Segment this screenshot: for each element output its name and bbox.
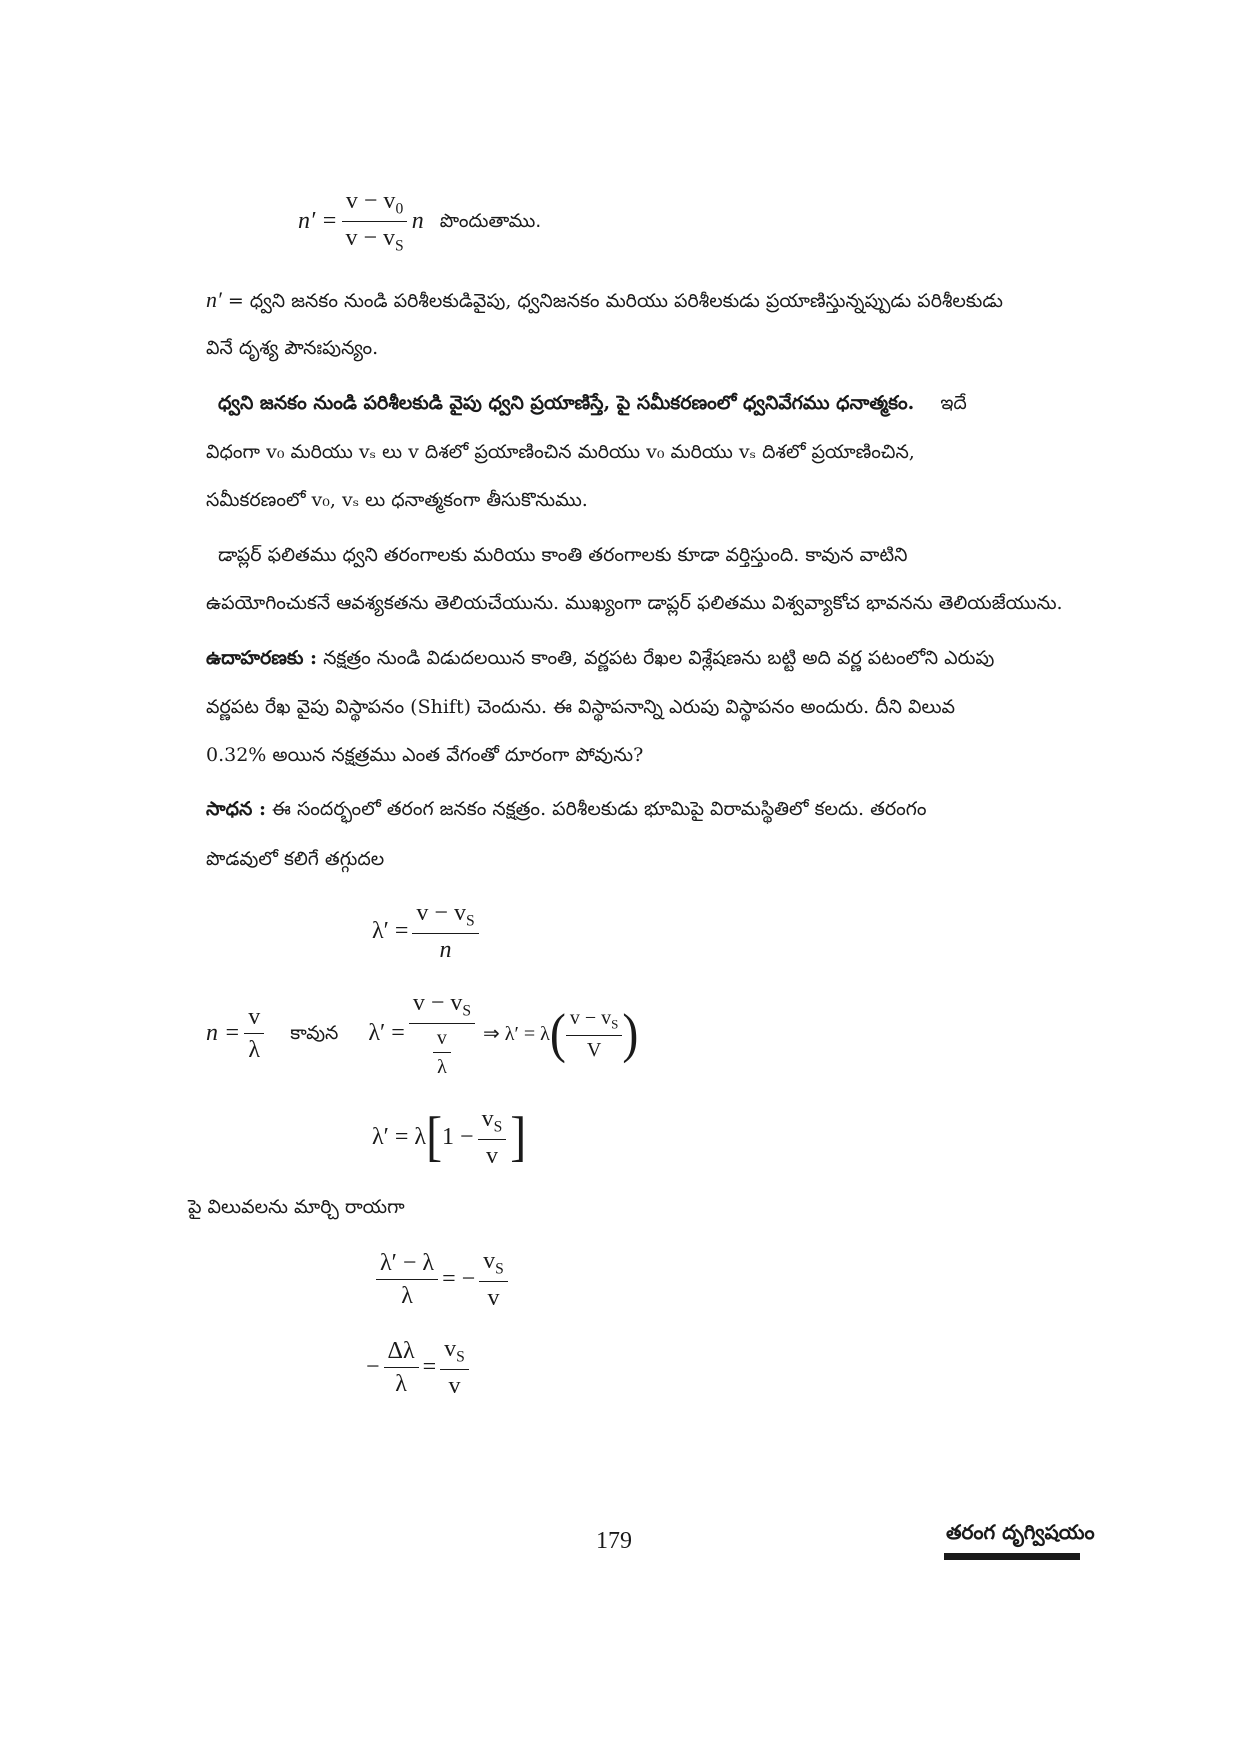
equation-wavelength-bracket [372, 1106, 526, 1169]
eq3-inner-den: λ [437, 1055, 447, 1078]
para3-line1: డాప్లర్ ఫలితము ధ్వని తరంగాలకు మరియు కాంతి తరంగాలకు కూడా వర్తిస్తుంది. కావున వాటిని [218, 544, 908, 566]
eq2-fraction [412, 900, 478, 963]
eq4-lhs: λ′ = λ [372, 1123, 427, 1150]
solution-line1-text: ఈ సందర్భంలో తరంగ జనకం నక్షత్రం. పరిశీలకుడు భూమిపై విరామస్థితిలో కలదు. తరంగం [265, 798, 927, 820]
eq1-den: v − v [345, 224, 395, 251]
para1-line2: వినే దృశ్య పౌనఃపున్యం. [206, 337, 379, 359]
equation-doppler-frequency [298, 188, 541, 254]
equation-substitution [206, 990, 638, 1078]
eq5-rnum: v [483, 1248, 496, 1274]
para2-line1 [218, 392, 967, 415]
eq6-rden: v [448, 1372, 461, 1399]
eq1-tail: n [411, 207, 424, 234]
eq3-num: v − v [412, 990, 463, 1016]
eq3-paren-num: v − v [569, 1006, 612, 1029]
eq3-n-fraction [244, 1004, 264, 1064]
para3-line2: ఉపయోగించుకనే ఆవశ్యకతను తెలియచేయును. ముఖ్యంగా డాప్లర్ ఫలితము విశ్వవ్యాకోచ భావనను తెలియజేయును. [206, 592, 1063, 614]
eq6-left-fraction [384, 1338, 419, 1398]
eq5-left-fraction [376, 1250, 438, 1310]
eq1-den-sub: S [395, 237, 404, 255]
solution-line1 [206, 798, 926, 821]
eq6-minus: − [366, 1353, 380, 1380]
eq4-left-bracket: [ [426, 1106, 443, 1168]
eq4-num-sub: S [493, 1118, 503, 1136]
eq2-den: n [439, 936, 452, 963]
eq3-n-den: λ [248, 1037, 261, 1064]
eq3-compound-fraction [409, 990, 475, 1078]
eq3-inner-fraction [433, 1027, 451, 1078]
eq2-num: v − v [416, 900, 466, 926]
eq6-right-fraction [440, 1336, 469, 1399]
eq3-left-paren: ( [549, 1002, 566, 1064]
eq4-den: v [485, 1142, 498, 1169]
eq5-right-fraction [479, 1248, 508, 1311]
eq1-fraction [341, 188, 407, 254]
eq1-lhs: n′ = [298, 207, 338, 234]
eq3-paren-num-sub: S [611, 1016, 619, 1032]
equation-wavelength-shift [372, 900, 483, 963]
eq3-right-paren: ) [622, 1002, 639, 1064]
eq1-suffix: పొందుతాము. [439, 209, 542, 232]
eq3-kavuna: కావున [290, 1022, 339, 1045]
eq3-inner-num: v [433, 1027, 451, 1053]
eq3-paren-fraction [566, 1007, 623, 1061]
eq5-mid: = − [442, 1265, 476, 1292]
eq2-num-sub: S [465, 912, 475, 930]
equation-relative-change [372, 1248, 512, 1311]
eq4-fraction [478, 1106, 507, 1169]
para2-line3: సమీకరణంలో v₀, vₛ లు ధనాత్మకంగా తీసుకొనుము. [206, 489, 588, 511]
eq1-num: v − v [345, 188, 396, 214]
eq5-rden: v [487, 1284, 500, 1311]
para2-line2: విధంగా v₀ మరియు vₛ లు v దిశలో ప్రయాణించిన మరియు v₀ మరియు vₛ దిశలో ప్రయాణించిన, [206, 441, 915, 463]
eq3-num-sub: S [462, 1002, 472, 1020]
eq5-den: λ [401, 1282, 413, 1309]
eq6-den: λ [395, 1370, 407, 1397]
para1-line1 [206, 287, 1003, 313]
para1-symbol: n′ [206, 287, 222, 312]
example-line2: వర్ణపట రేఖ వైపు విస్థాపనం (Shift) చెందును. ఈ విస్థాపనాన్ని ఎరుపు విస్థాపనం అందురు. దీని విలువ [206, 696, 956, 718]
para2-bold-statement: ధ్వని జనకం నుండి పరిశీలకుడి వైపు ధ్వని ప్రయాణిస్తే, పై సమీకరణంలో ధ్వనివేగము ధనాత్మకం. [218, 392, 915, 414]
eq3-n-lhs: n = [206, 1020, 241, 1047]
eq6-rnum: v [444, 1336, 457, 1362]
eq6-rnum-sub: S [456, 1348, 465, 1366]
eq3-paren-den: V [586, 1038, 602, 1061]
eq3-implies: ⇒ λ′ = λ [483, 1023, 550, 1046]
footer-rule [944, 1553, 1080, 1560]
eq2-lhs: λ′ = [372, 917, 409, 944]
para2-line1-tail: ఇదే [940, 392, 967, 414]
example-line1 [206, 647, 994, 670]
eq3-n-num: v [244, 1004, 264, 1034]
equation-delta-lambda [366, 1336, 473, 1399]
substitution-text: పై విలువలను మార్చి రాయగా [188, 1196, 405, 1218]
chapter-title: తరంగ దృగ్విషయం [946, 1520, 1095, 1544]
example-line3: 0.32% అయిన నక్షత్రము ఎంత వేగంతో దూరంగా పోవును? [206, 744, 644, 766]
eq4-one: 1 − [442, 1123, 474, 1150]
eq4-num: v [481, 1106, 494, 1132]
solution-line2: పొడవులో కలిగే తగ్గుదల [206, 848, 385, 870]
example-line1-text: నక్షత్రం నుండి విడుదలయిన కాంతి, వర్ణపట రేఖల విశ్లేషణను బట్టి అది వర్ణ పటంలోని ఎరుపు [317, 647, 995, 669]
solution-label: సాధన : [206, 798, 266, 820]
page-number: 179 [596, 1528, 632, 1554]
example-label: ఉదాహరణకు : [206, 647, 318, 669]
eq5-rnum-sub: S [495, 1260, 504, 1278]
eq3-lhs: λ′ = [368, 1020, 405, 1047]
eq6-num: Δλ [384, 1338, 419, 1368]
eq1-num-sub: 0 [395, 200, 404, 218]
eq4-right-bracket: ] [510, 1106, 527, 1168]
eq5-num: λ′ − λ [376, 1250, 438, 1280]
eq6-mid: = [422, 1353, 437, 1380]
para1-line1-text: = ధ్వని జనకం నుండి పరిశీలకుడివైపు, ధ్వనిజనకం మరియు పరిశీలకుడు ప్రయాణిస్తున్నప్పుడు పరిశీలకుడు [221, 290, 1004, 312]
